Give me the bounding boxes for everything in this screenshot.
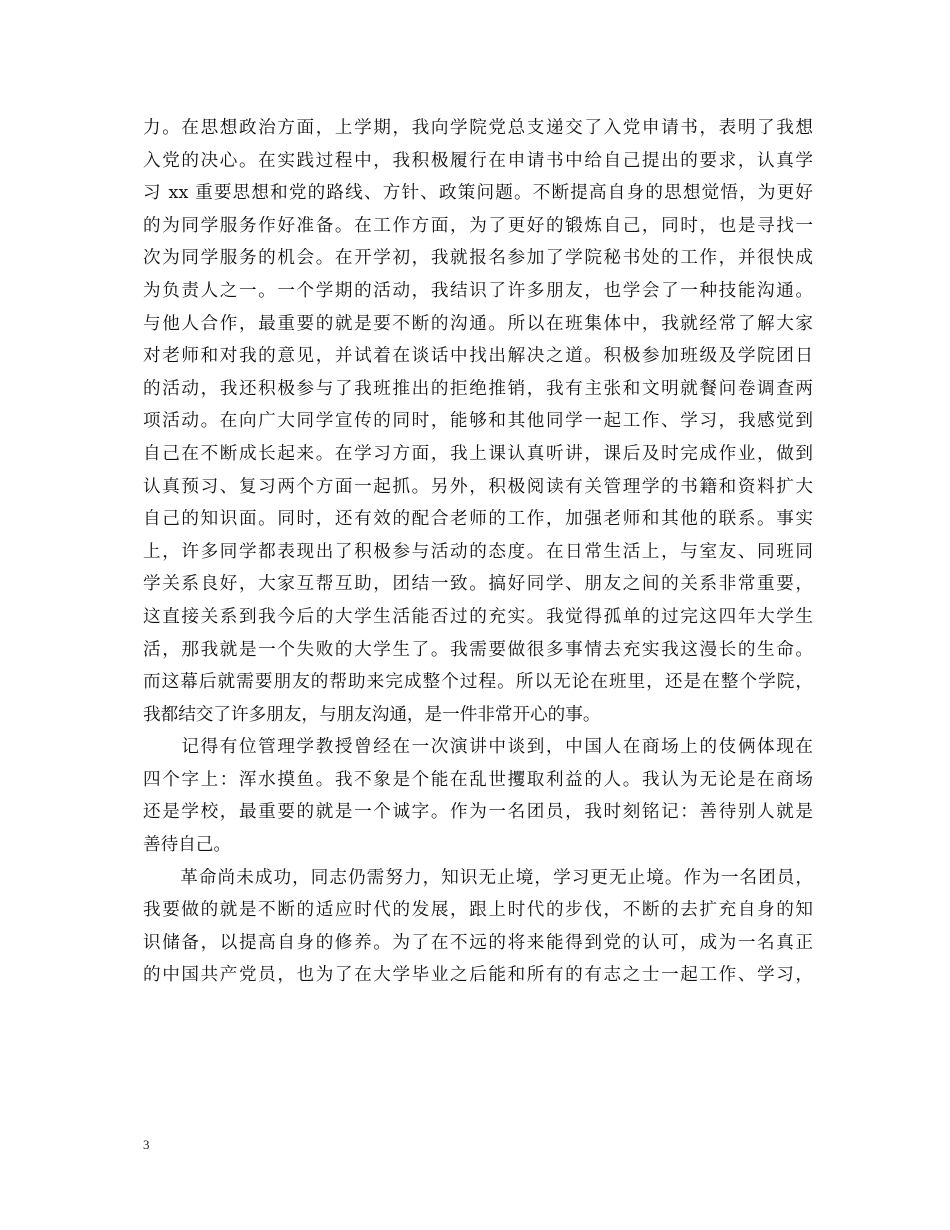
text-line: 自己在不断成长起来。在学习方面，我上课认真听讲，课后及时完成作业，做到 bbox=[143, 443, 813, 464]
text-line: 为负责人之一。一个学期的活动，我结识了许多朋友，也学会了一种技能沟通。 bbox=[143, 280, 813, 301]
text-line: 习 xx 重要思想和党的路线、方针、政策问题。不断提高自身的思想觉悟，为更好 bbox=[143, 183, 813, 204]
text-line: 我都结交了许多朋友，与朋友沟通，是一件非常开心的事。 bbox=[143, 704, 601, 725]
text-line: 的活动，我还积极参与了我班推出的拒绝推销，我有主张和文明就餐问卷调查两 bbox=[143, 378, 813, 399]
text-line: 记得有位管理学教授曾经在一次演讲中谈到，中国人在商场上的伎俩体现在 bbox=[143, 737, 813, 758]
text-line: 还是学校，最重要的就是一个诚字。作为一名团员，我时刻铭记：善待别人就是 bbox=[143, 802, 813, 823]
text-line: 善待自己。 bbox=[143, 835, 231, 856]
text-line: 项活动。在向广大同学宣传的同时，能够和其他同学一起工作、学习，我感觉到 bbox=[143, 411, 813, 432]
text-line: 与他人合作，最重要的就是要不断的沟通。所以在班集体中，我就经常了解大家 bbox=[143, 313, 813, 334]
text-line: 上，许多同学都表现出了积极参与活动的态度。在日常生活上，与室友、同班同 bbox=[143, 541, 813, 562]
text-line: 次为同学服务的机会。在开学初，我就报名参加了学院秘书处的工作，并很快成 bbox=[143, 248, 813, 269]
text-line: 识储备，以提高自身的修养。为了在不远的将来能得到党的认可，成为一名真正 bbox=[143, 932, 813, 953]
body-text bbox=[143, 112, 813, 992]
text-line: 革命尚未成功，同志仍需努力，知识无止境，学习更无止境。作为一名团员， bbox=[143, 867, 813, 888]
text-line: 活，那我就是一个失败的大学生了。我需要做很多事情去充实我这漫长的生命。 bbox=[143, 639, 813, 660]
text-line: 四个字上：浑水摸鱼。我不象是个能在乱世攫取利益的人。我认为无论是在商场 bbox=[143, 769, 813, 790]
text-line: 而这幕后就需要朋友的帮助来完成整个过程。所以无论在班里，还是在整个学院， bbox=[143, 672, 813, 693]
text-line: 我要做的就是不断的适应时代的发展，跟上时代的步伐，不断的去扩充自身的知 bbox=[143, 900, 813, 921]
text-line: 入党的决心。在实践过程中，我积极履行在申请书中给自己提出的要求，认真学 bbox=[143, 150, 813, 171]
text-line: 力。在思想政治方面，上学期，我向学院党总支递交了入党申请书，表明了我想 bbox=[143, 118, 813, 138]
text-line: 的为同学服务作好准备。在工作方面，为了更好的锻炼自己，同时，也是寻找一 bbox=[143, 215, 813, 236]
text-line: 认真预习、复习两个方面一起抓。另外，积极阅读有关管理学的书籍和资料扩大 bbox=[143, 476, 813, 497]
text-line: 自己的知识面。同时，还有效的配合老师的工作，加强老师和其他的联系。事实 bbox=[143, 509, 813, 530]
text-line: 这直接关系到我今后的大学生活能否过的充实。我觉得孤单的过完这四年大学生 bbox=[143, 606, 813, 627]
page-number: 3 bbox=[143, 1137, 150, 1152]
text-line: 对老师和对我的意见，并试着在谈话中找出解决之道。积极参加班级及学院团日 bbox=[143, 346, 813, 367]
text-line: 学关系良好，大家互帮互助，团结一致。搞好同学、朋友之间的关系非常重要， bbox=[143, 574, 813, 595]
text-line: 的中国共产党员，也为了在大学毕业之后能和所有的有志之士一起工作、学习， bbox=[143, 965, 813, 986]
